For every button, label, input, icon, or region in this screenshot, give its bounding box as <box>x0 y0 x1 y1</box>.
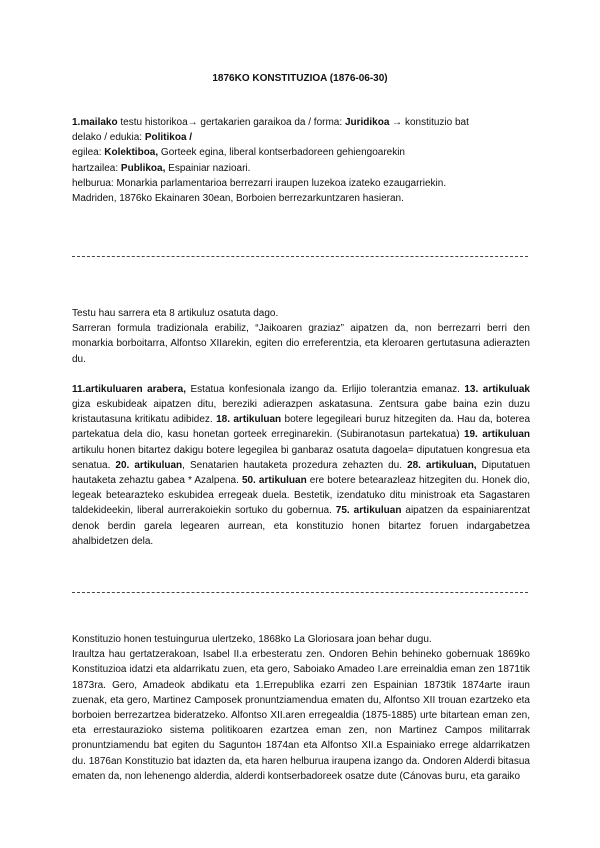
intro-line: 1.mailako testu historikoa→ gertakarien garaikoa da / forma: Juridikoa → konstituzio bat <box>72 117 469 128</box>
intro-line: hartzailea: Publikoa, Espainiar nazioari. <box>72 162 251 174</box>
form-label: Juridikoa <box>344 117 390 128</box>
content-label: Politikoa / <box>144 132 193 144</box>
intro-block <box>72 115 530 206</box>
paragraph: Konstituzio honen testuingurua ulertzeko, 1868ko La Gloriosara joan behar dugu. <box>72 634 432 645</box>
paragraph: Testu hau sarrera eta 8 artikuluz osatuta dago. <box>72 308 279 319</box>
paragraph: Iraultza hau gertatzerakoan, Isabel II.a erbesteratu zen. Ondoren Behin behineko gobernuak 1869ko Konstituzioa idatzi eta aldarrikatu zuen, eta gero, Saboiako Amadeo I.are erreinaldia eman zen 1871tik 1873ra. Gero, Amadeok abdikatu eta 1.Errepublika ezarri zen Espainian 1873tik 1874arte iraun zuenak, eta gero, Martinez Camposek pronuntziamendua ematen du, Alfontso XII trouan ezartzeko eta borboien berrezartzea bideratzeko. Alfontso XII.aren erregealdia (1875-1885) urte bitartean eman zen, eta errestaurazioko sistema politikoaren ezartzea eman zen, non Martinez Campos militarrak pronuntziamendu bat egiten du Saguntoн 1874an eta Alfontso XII.a Espainiako errege aldarrikatzen du. 1876an Konstituzio bat idazten da, eta haren helburua iraupena izango da. Ondoren Alderdi bitasua ematen da, non lehenengo alderdia, alderdi kontserbadoreek osatze dute (Cánovas buru, eta garaiko <box>72 649 530 782</box>
intro-line: egilea: Kolektiboa, Gorteek egina, liberal kontserbadoreen gehiengoarekin <box>72 147 405 159</box>
articles-paragraph: 11.artikuluaren arabera, Estatua konfesionala izango da. Erlijio tolerantzia emanaz. 13. artikuluak giza eskubideak aipatzen ditu, bereziki adierazpen askatasuna. Zentsura gabe baina ezin duzu kristautasuna kritikatu adibidez. 18. artikuluan botere legegileari buruz hitzegiten da. Hau da, boterea partekatua dela dio, kasu honetan gorteek erreginarekin. (Subiranotasun partekatua) 19. artikuluan artikulu honen bitartez dakigu botere legegilea bi ganbaraz osatuta dagoela= diputatuen kongresua eta senatua. 20. artikuluan, Senatarien hautaketa prozedura zehazten du. 28. artikuluan, Diputatuen hautaketa zehaztu gabea * Azalpena. 50. artikuluan ere botere betearazleaz hitzegiten du. Honek dio, legeak betearazteko eskubidea erregeak duela. Bestetik, izendatuko ditu ministroak eta Sagastaren taldekideekin, liberal aurrerakoiekin sortuko du gobernua. 75. artikuluan aipatzen da espainiarentzat denok berdin garela legearen aurrean, eta konstituzio honen bitartez foruen indargabetzea ahalbidetzen dela. <box>72 383 531 547</box>
paragraph: Sarreran formula tradizionala erabiliz, “Jaikoaren graziaz” aipatzen da, non berrezarri berri den monarkia borboitarra, Alfontso XIIarekin, egiten dio erreferentzia, eta kleroaren gertutasuna adierazten du. <box>72 323 530 365</box>
intro-line: Madriden, 1876ko Ekainaren 30ean, Borboien berrezarkuntzaren hasieran. <box>72 193 404 205</box>
intro-line: delako / edukia: Politikoa / <box>72 132 193 144</box>
level-label: 1.mailako <box>72 117 118 128</box>
analysis-block <box>72 306 530 549</box>
divider <box>72 592 528 593</box>
intro-line: helburua: Monarkia parlamentarioa berrezarri iraupen luzekoa izateko ezaugarriekin. <box>72 177 447 189</box>
context-block <box>72 632 530 784</box>
document-title: 1876KO KONSTITUZIOA (1876-06-30) <box>212 73 388 84</box>
divider <box>72 256 528 257</box>
recipient-label: Publikoa, <box>120 162 166 174</box>
author-label: Kolektiboa, <box>104 147 159 159</box>
